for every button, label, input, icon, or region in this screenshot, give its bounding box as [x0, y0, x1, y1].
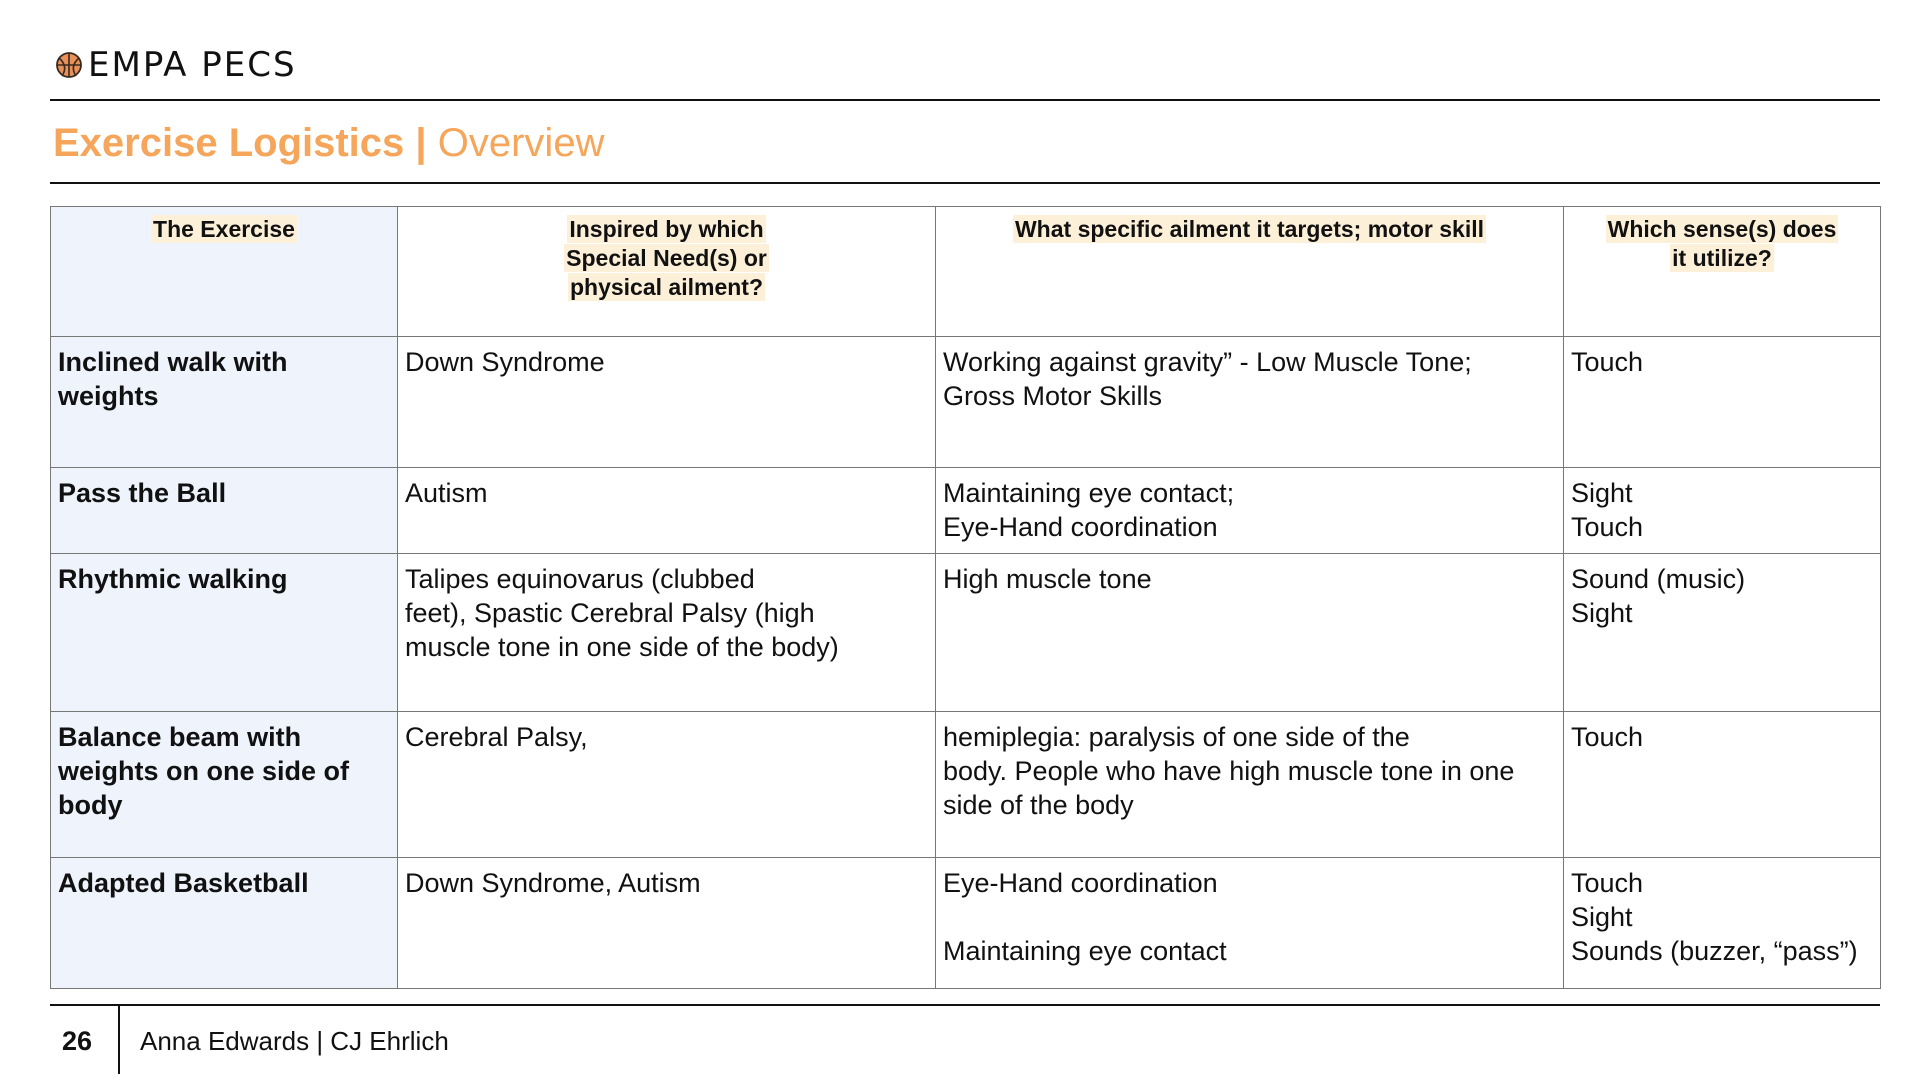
brand [54, 42, 297, 88]
cell-text: Sight [1571, 478, 1633, 508]
header-label: Inspired by which [569, 216, 764, 242]
targets-cell [936, 337, 1564, 468]
brand-name: EMPA PECS [88, 45, 297, 85]
cell-text: feet), Spastic Cerebral Palsy (high [405, 598, 815, 628]
cell-text: Down Syndrome [405, 347, 605, 377]
cell-text: weights [58, 381, 159, 411]
inspired-cell [398, 712, 936, 858]
cell-text: side of the body [943, 790, 1134, 820]
cell-text: Cerebral Palsy, [405, 722, 588, 752]
table-header-row [51, 207, 1881, 337]
exercise-cell [51, 712, 398, 858]
cell-text: Sounds (buzzer, “pass”) [1571, 936, 1858, 966]
header-label: Special Need(s) or [566, 245, 767, 271]
basketball-icon [54, 50, 84, 80]
cell-text: Sound (music) [1571, 564, 1746, 594]
inspired-cell [398, 468, 936, 554]
senses-cell [1564, 468, 1881, 554]
exercise-cell [51, 858, 398, 989]
page-title-main: Exercise Logistics [53, 121, 405, 165]
header-label: What specific ailment it targets; motor skill [1014, 216, 1485, 242]
cell-text: Gross Motor Skills [943, 381, 1163, 411]
cell-text: Touch [1571, 347, 1644, 377]
cell-text: Touch [1571, 868, 1644, 898]
page-title [53, 119, 604, 167]
title-divider [50, 182, 1880, 184]
footer-authors: Anna Edwards | CJ Ehrlich [140, 1026, 449, 1056]
exercise-cell [51, 468, 398, 554]
cell-text: Sight [1571, 598, 1633, 628]
exercise-cell [51, 554, 398, 712]
exercise-cell [51, 337, 398, 468]
table-row [51, 554, 1881, 712]
senses-cell [1564, 554, 1881, 712]
targets-cell [936, 468, 1564, 554]
senses-cell [1564, 858, 1881, 989]
cell-text: Maintaining eye contact [943, 936, 1227, 966]
cell-text [943, 900, 1556, 934]
cell-text: weights on one side of [58, 756, 350, 786]
cell-text: Autism [405, 478, 488, 508]
header-label: it utilize? [1672, 245, 1772, 271]
header-label: physical ailment? [569, 274, 763, 300]
cell-text: Touch [1571, 512, 1644, 542]
cell-text: muscle tone in one side of the body) [405, 632, 839, 662]
exercise-table [50, 206, 1881, 989]
header-label: The Exercise [153, 216, 295, 242]
targets-cell [936, 712, 1564, 858]
footer-separator [118, 1006, 120, 1074]
cell-text: Eye-Hand coordination [943, 868, 1218, 898]
table-row [51, 712, 1881, 858]
table-row [51, 468, 1881, 554]
header-label: Which sense(s) does [1607, 216, 1837, 242]
cell-text: body [58, 790, 123, 820]
cell-text: Touch [1571, 722, 1644, 752]
cell-text: hemiplegia: paralysis of one side of the [943, 722, 1410, 752]
inspired-cell [398, 554, 936, 712]
cell-text: Talipes equinovarus (clubbed [405, 564, 755, 594]
cell-text: Pass the Ball [58, 478, 227, 508]
header-cell [1564, 207, 1881, 337]
header-divider [50, 99, 1880, 101]
cell-text: Sight [1571, 902, 1633, 932]
cell-text: Rhythmic walking [58, 564, 288, 594]
cell-text: Down Syndrome, Autism [405, 868, 701, 898]
senses-cell [1564, 712, 1881, 858]
cell-text: Maintaining eye contact; [943, 478, 1235, 508]
page-title-separator: | [415, 121, 427, 165]
inspired-cell [398, 858, 936, 989]
cell-text: Working against gravity” - Low Muscle Tone; [943, 347, 1472, 377]
cell-text: Inclined walk with [58, 347, 288, 377]
table-row [51, 337, 1881, 468]
cell-text: body. People who have high muscle tone in one [943, 756, 1515, 786]
cell-text: Eye-Hand coordination [943, 512, 1218, 542]
senses-cell [1564, 337, 1881, 468]
cell-text: High muscle tone [943, 564, 1152, 594]
cell-text: Adapted Basketball [58, 868, 309, 898]
targets-cell [936, 858, 1564, 989]
page-title-sub: Overview [437, 121, 605, 165]
table-row [51, 858, 1881, 989]
footer-divider [50, 1004, 1880, 1006]
targets-cell [936, 554, 1564, 712]
header-cell [51, 207, 398, 337]
header-cell [936, 207, 1564, 337]
page-number: 26 [62, 1026, 93, 1056]
cell-text: Balance beam with [58, 722, 302, 752]
header-cell [398, 207, 936, 337]
inspired-cell [398, 337, 936, 468]
